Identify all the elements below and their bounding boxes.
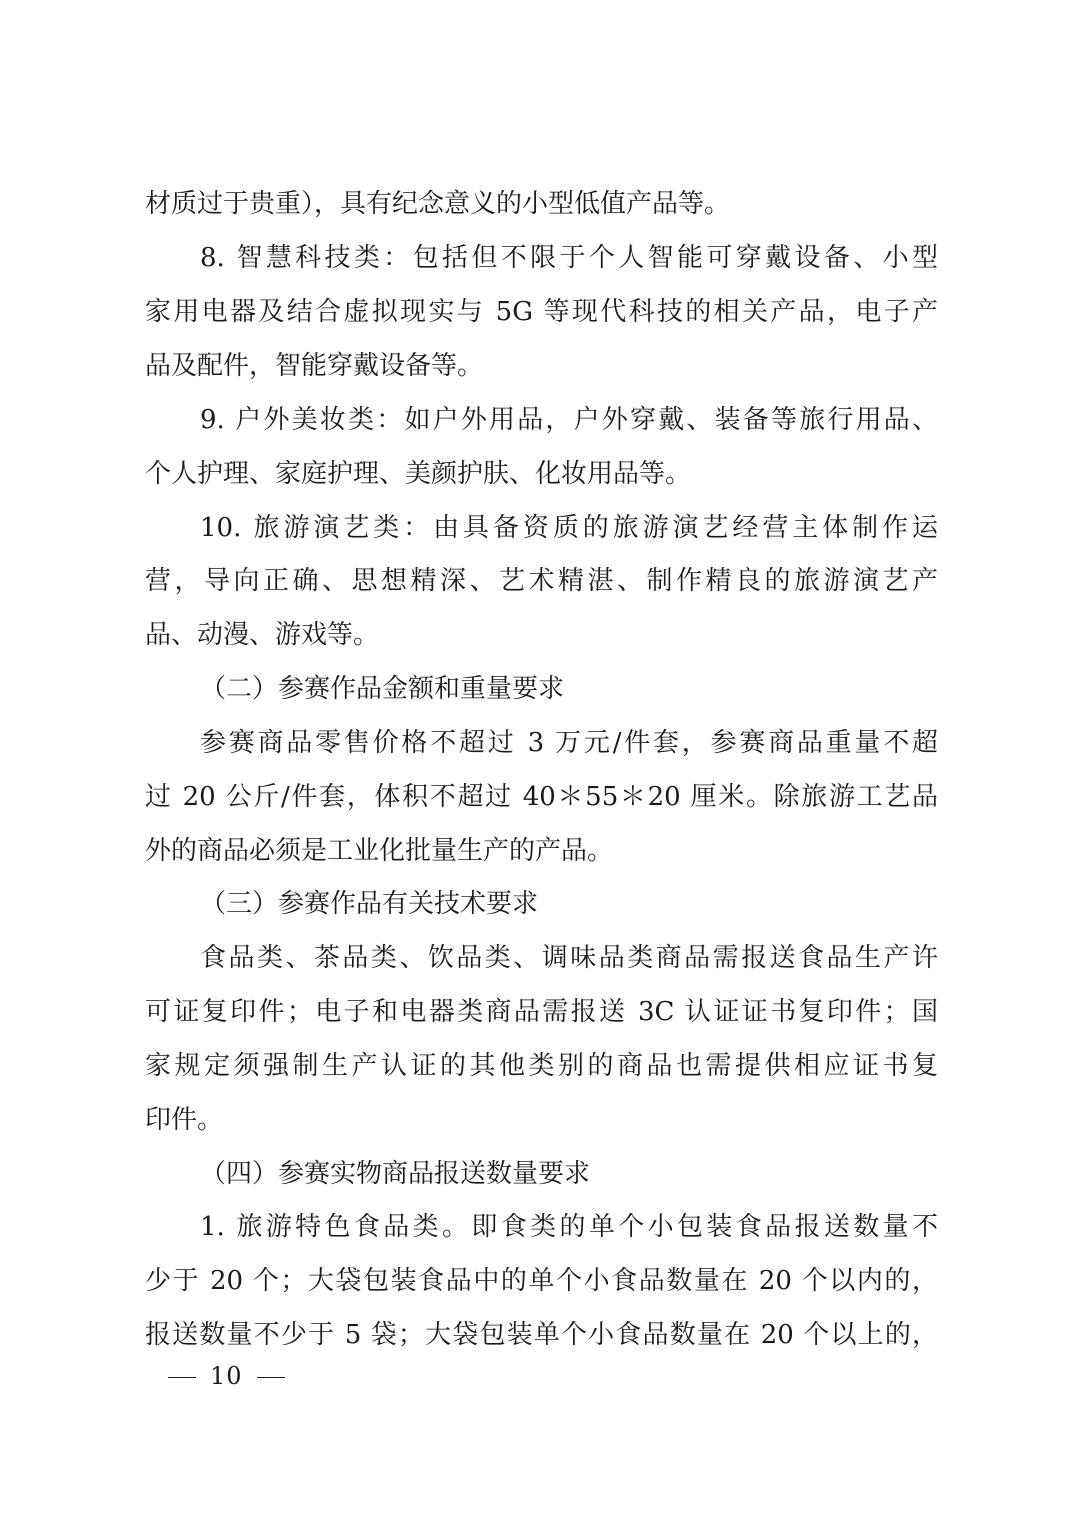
- list-item-1-line-2: 少于 20 个；大袋包装食品中的单个小食品数量在 20 个以内的，: [145, 1266, 938, 1296]
- footer-dash-right: [257, 1377, 285, 1378]
- paragraph-tech-line-4: 印件。: [145, 1105, 224, 1135]
- paragraph-price-line-1: 参赛商品零售价格不超过 3 万元/件套，参赛商品重量不超: [200, 728, 938, 758]
- list-item-8-line-3: 品及配件，智能穿戴设备等。: [145, 351, 484, 381]
- list-item-8-line-1: 8. 智慧科技类：包括但不限于个人智能可穿戴设备、小型: [200, 243, 938, 273]
- paragraph-tech-line-1: 食品类、茶品类、饮品类、调味品类商品需报送食品生产许: [200, 943, 938, 973]
- paragraph-price-line-3: 外的商品必须是工业化批量生产的产品。: [145, 836, 614, 866]
- text-line-continuation: 材质过于贵重），具有纪念意义的小型低值产品等。: [145, 189, 731, 219]
- section-heading-2: （二）参赛作品金额和重量要求: [200, 674, 565, 704]
- list-item-1-line-3: 报送数量不少于 5 袋；大袋包装单个小食品数量在 20 个以上的，: [145, 1320, 938, 1350]
- section-heading-4: （四）参赛实物商品报送数量要求: [200, 1159, 591, 1189]
- list-item-10-line-1: 10. 旅游演艺类：由具备资质的旅游演艺经营主体制作运: [200, 513, 938, 543]
- paragraph-price-line-2: 过 20 公斤/件套，体积不超过 40＊55＊20 厘米。除旅游工艺品: [145, 782, 938, 812]
- list-item-9-line-2: 个人护理、家庭护理、美颜护肤、化妆用品等。: [145, 459, 692, 489]
- list-item-8-line-2: 家用电器及结合虚拟现实与 5G 等现代科技的相关产品，电子产: [145, 297, 938, 327]
- section-heading-3: （三）参赛作品有关技术要求: [200, 889, 539, 919]
- list-item-10-line-3: 品、动漫、游戏等。: [145, 620, 380, 650]
- list-item-10-line-2: 营，导向正确、思想精深、艺术精湛、制作精良的旅游演艺产: [145, 566, 938, 596]
- paragraph-tech-line-2: 可证复印件；电子和电器类商品需报送 3C 认证证书复印件；国: [145, 997, 938, 1027]
- page-number: 10: [210, 1362, 243, 1390]
- list-item-1-line-1: 1. 旅游特色食品类。即食类的单个小包装食品报送数量不: [200, 1212, 938, 1242]
- paragraph-tech-line-3: 家规定须强制生产认证的其他类别的商品也需提供相应证书复: [145, 1051, 938, 1081]
- footer-dash-left: [168, 1377, 196, 1378]
- page-footer: [168, 1356, 285, 1396]
- list-item-9-line-1: 9. 户外美妆类：如户外用品，户外穿戴、装备等旅行用品、: [200, 405, 938, 435]
